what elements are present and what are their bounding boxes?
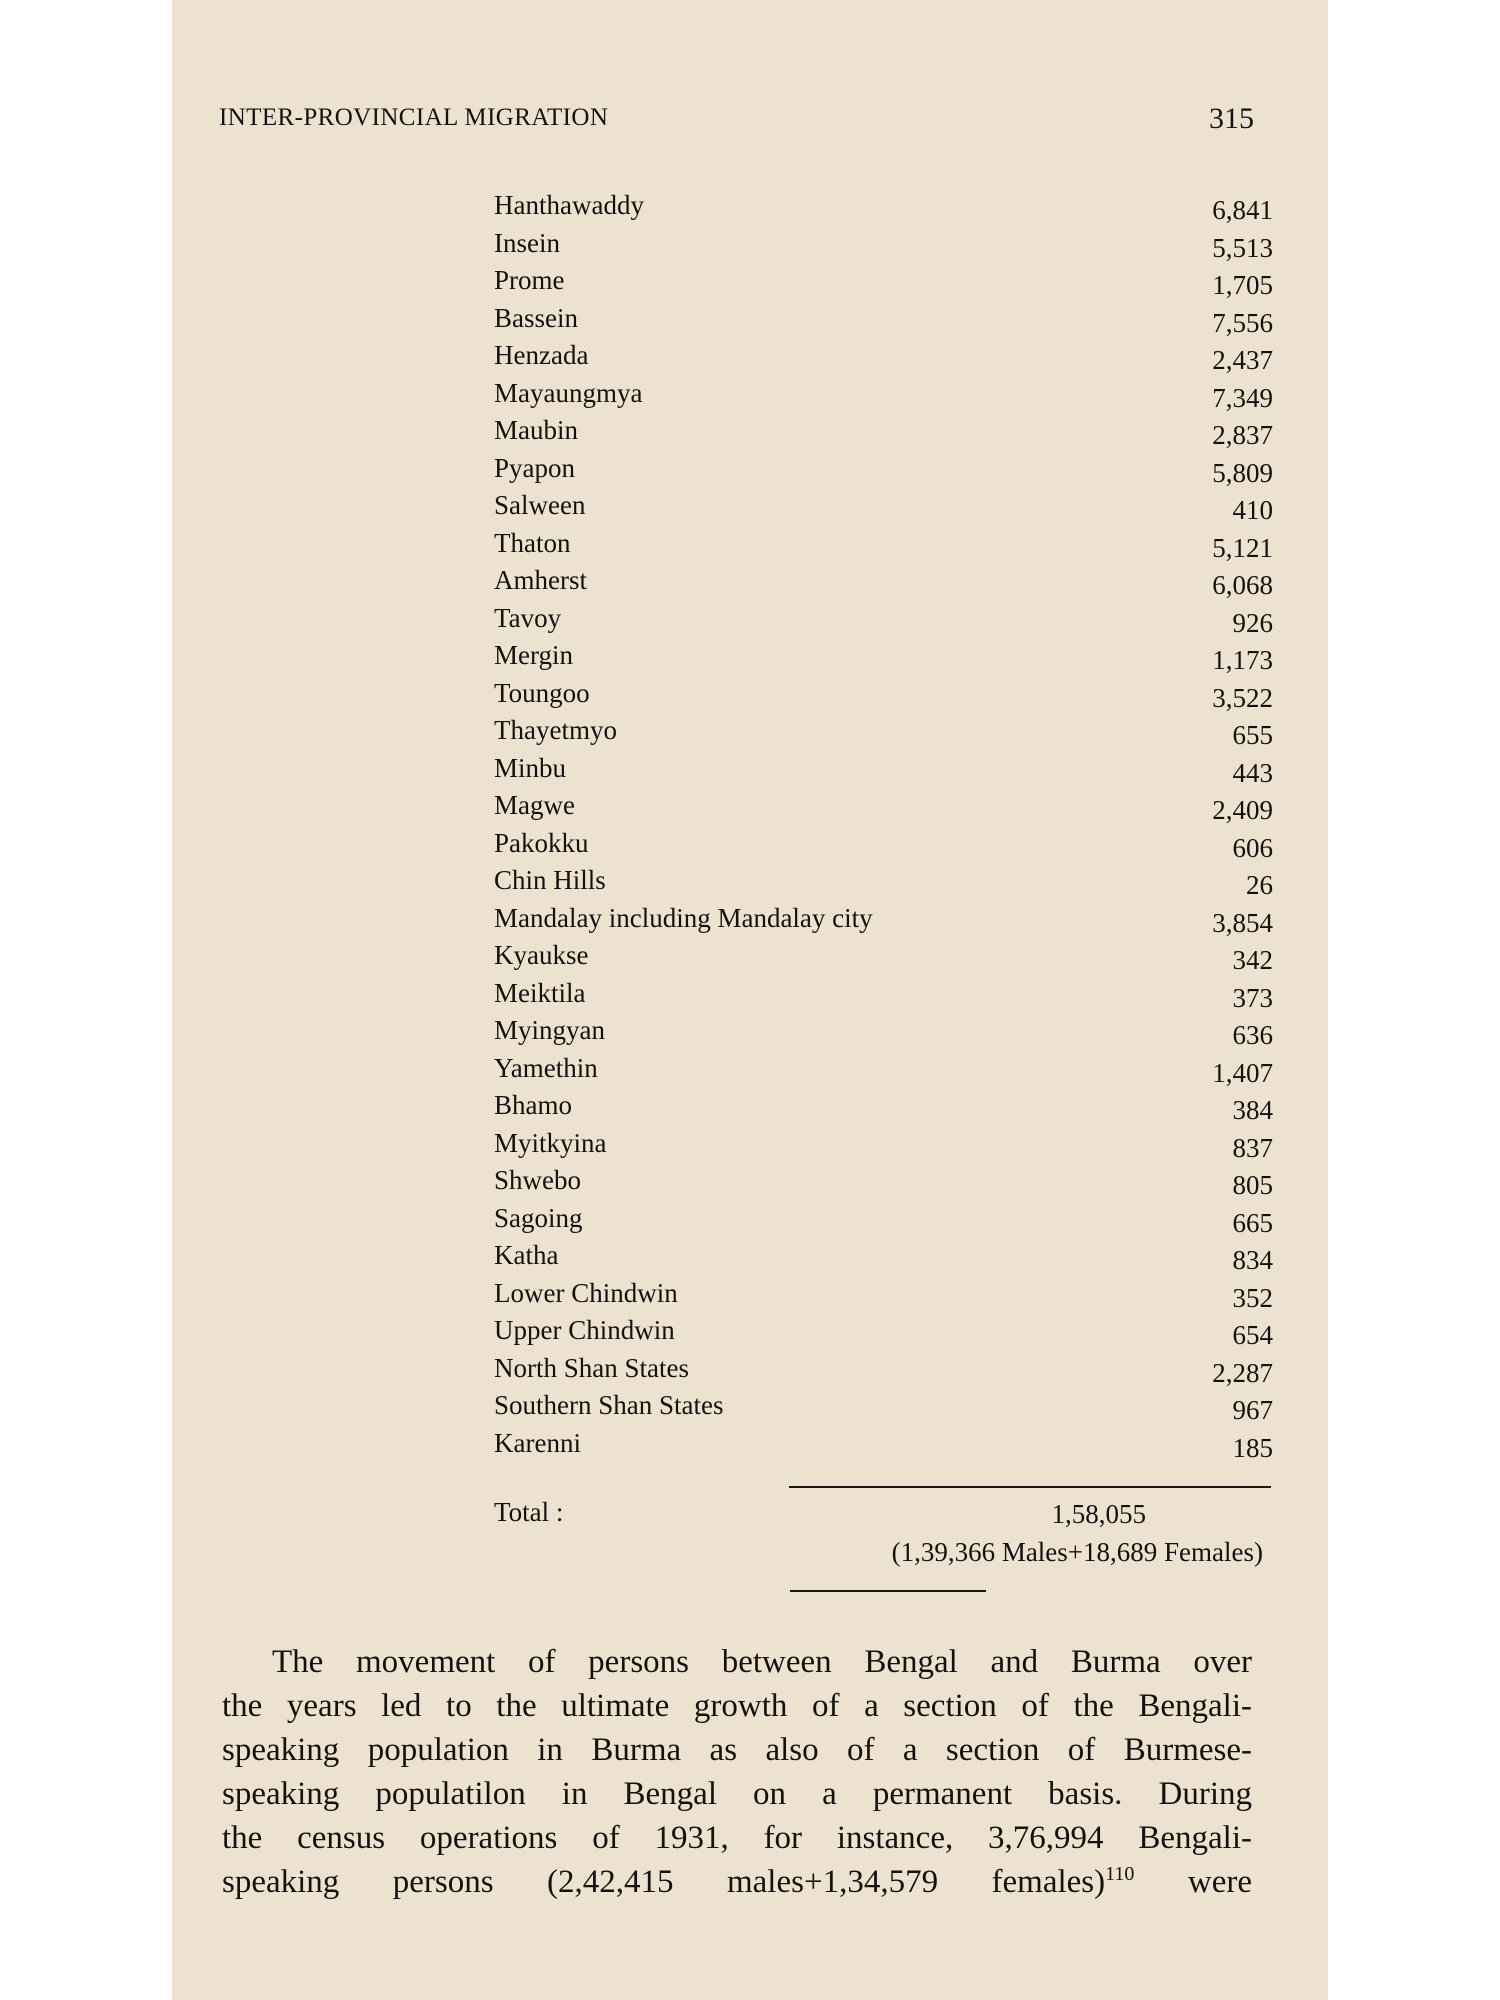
district-count: 373 <box>1232 982 1273 1013</box>
district-count: 7,556 <box>1212 307 1273 338</box>
table-row <box>494 675 1273 713</box>
table-row <box>494 600 1273 638</box>
footnote-reference: 110 <box>1105 1863 1135 1885</box>
district-name: Maubin <box>494 415 578 445</box>
paragraph-line: the years led to the ultimate growth of a section of the Bengali- <box>222 1688 1252 1724</box>
district-name: Salween <box>494 490 586 520</box>
body-paragraph <box>222 1640 1252 1904</box>
total-breakdown: (1,39,366 Males+18,689 Females) <box>891 1537 1263 1567</box>
district-name: Myingyan <box>494 1015 605 1045</box>
district-count: 3,522 <box>1212 682 1273 713</box>
district-count: 6,841 <box>1212 195 1273 225</box>
paragraph-last-line-end: were <box>1134 1864 1252 1900</box>
table-row <box>494 412 1273 450</box>
page-number: 315 <box>1209 102 1254 135</box>
table-row <box>494 1387 1273 1425</box>
paragraph-line: The movement of persons between Bengal and Burma over <box>272 1644 1252 1680</box>
table-row <box>494 1125 1273 1163</box>
table-row <box>494 862 1273 900</box>
paragraph-last-line-text: speaking persons (2,42,415 males+1,34,579 females) <box>222 1864 1106 1900</box>
district-name: Upper Chindwin <box>494 1315 675 1345</box>
district-count: 26 <box>1246 870 1273 900</box>
district-name: Southern Shan States <box>494 1390 724 1420</box>
district-name: Henzada <box>494 340 589 370</box>
district-count: 5,809 <box>1212 457 1273 488</box>
total-rule-top <box>789 1486 1271 1488</box>
table-row <box>494 1012 1273 1050</box>
district-name: Toungoo <box>494 677 590 708</box>
district-count: 2,837 <box>1212 420 1273 450</box>
district-name: Amherst <box>494 565 587 595</box>
table-row <box>494 525 1273 563</box>
table-row <box>494 937 1273 975</box>
district-name: Thaton <box>494 527 571 558</box>
district-count: 410 <box>1232 495 1273 525</box>
district-count: 654 <box>1232 1320 1273 1350</box>
table-row <box>494 187 1273 225</box>
table-row <box>494 262 1273 300</box>
table-row <box>494 300 1273 338</box>
table-row <box>494 1087 1273 1125</box>
table-row <box>494 1050 1273 1088</box>
district-count: 967 <box>1232 1395 1273 1425</box>
district-count: 606 <box>1232 832 1273 863</box>
district-name: Minbu <box>494 752 567 783</box>
total-label: Total : <box>494 1497 564 1527</box>
table-row <box>494 1275 1273 1313</box>
district-count: 665 <box>1232 1207 1273 1238</box>
district-count: 352 <box>1232 1282 1273 1313</box>
district-name: Hanthawaddy <box>494 190 644 220</box>
running-head: INTER-PROVINCIAL MIGRATION <box>219 104 609 131</box>
district-count: 805 <box>1232 1170 1273 1200</box>
district-name: Sagoing <box>494 1202 583 1233</box>
table-row <box>494 225 1273 263</box>
district-name: Thayetmyo <box>494 715 617 745</box>
table-row <box>494 1200 1273 1238</box>
district-name: Mergin <box>494 640 573 670</box>
total-value: 1,58,055 <box>1051 1499 1146 1529</box>
district-name: Bhamo <box>494 1090 572 1120</box>
district-count: 443 <box>1232 757 1273 788</box>
district-count: 185 <box>1232 1432 1273 1463</box>
table-row <box>494 375 1273 413</box>
table-row <box>494 825 1273 863</box>
district-count: 834 <box>1232 1245 1273 1275</box>
district-count: 837 <box>1232 1132 1273 1163</box>
table-row <box>494 487 1273 525</box>
district-name: Shwebo <box>494 1165 581 1195</box>
district-count: 2,287 <box>1212 1357 1273 1388</box>
district-count: 6,068 <box>1212 570 1273 600</box>
table-row <box>494 562 1273 600</box>
district-name: Magwe <box>494 790 575 820</box>
paragraph-line: speaking populatilon in Bengal on a permanent basis. During <box>222 1776 1252 1812</box>
district-name: Myitkyina <box>494 1127 607 1158</box>
table-row <box>494 975 1273 1013</box>
table-row <box>494 1350 1273 1388</box>
district-name: Bassein <box>494 302 578 333</box>
district-name: Kyaukse <box>494 940 589 970</box>
district-count: 7,349 <box>1212 382 1273 413</box>
district-name: Chin Hills <box>494 865 606 895</box>
district-count: 3,854 <box>1212 907 1273 938</box>
table-row <box>494 1425 1273 1463</box>
district-name: Katha <box>494 1240 559 1270</box>
district-count: 1,407 <box>1212 1057 1273 1088</box>
district-name: Tavoy <box>494 602 562 633</box>
district-count: 5,121 <box>1212 532 1273 563</box>
district-count: 342 <box>1232 945 1273 975</box>
district-count: 2,437 <box>1212 345 1273 375</box>
paragraph-line: the census operations of 1931, for instance, 3,76,994 Bengali- <box>222 1820 1252 1856</box>
table-row <box>494 1237 1273 1275</box>
district-name: Yamethin <box>494 1052 598 1083</box>
district-count: 1,173 <box>1212 645 1273 675</box>
district-count: 655 <box>1232 720 1273 750</box>
table-row <box>494 900 1273 938</box>
table-row <box>494 787 1273 825</box>
paragraph-last-line <box>222 1860 1252 1904</box>
paragraph-line: speaking population in Burma as also of a section of Burmese- <box>222 1732 1252 1768</box>
district-name: Prome <box>494 265 565 295</box>
district-count: 5,513 <box>1212 232 1273 263</box>
table-row <box>494 450 1273 488</box>
table-row <box>494 1312 1273 1350</box>
district-migration-table <box>494 187 1273 1462</box>
district-count: 2,409 <box>1212 795 1273 825</box>
district-name: Pyapon <box>494 452 575 483</box>
table-row <box>494 1162 1273 1200</box>
district-name: Pakokku <box>494 827 589 858</box>
district-name: Meiktila <box>494 977 586 1008</box>
table-row <box>494 750 1273 788</box>
district-count: 926 <box>1232 607 1273 638</box>
table-row <box>494 637 1273 675</box>
district-name: Mandalay including Mandalay city <box>494 902 873 933</box>
district-count: 1,705 <box>1212 270 1273 300</box>
district-name: Lower Chindwin <box>494 1277 678 1308</box>
district-count: 384 <box>1232 1095 1273 1125</box>
district-name: North Shan States <box>494 1352 689 1383</box>
table-row <box>494 337 1273 375</box>
district-name: Karenni <box>494 1427 581 1458</box>
table-row <box>494 712 1273 750</box>
district-count: 636 <box>1232 1020 1273 1050</box>
total-rule-bottom <box>790 1590 986 1592</box>
district-name: Mayaungmya <box>494 377 643 408</box>
district-name: Insein <box>494 227 560 258</box>
book-page <box>172 0 1328 2000</box>
